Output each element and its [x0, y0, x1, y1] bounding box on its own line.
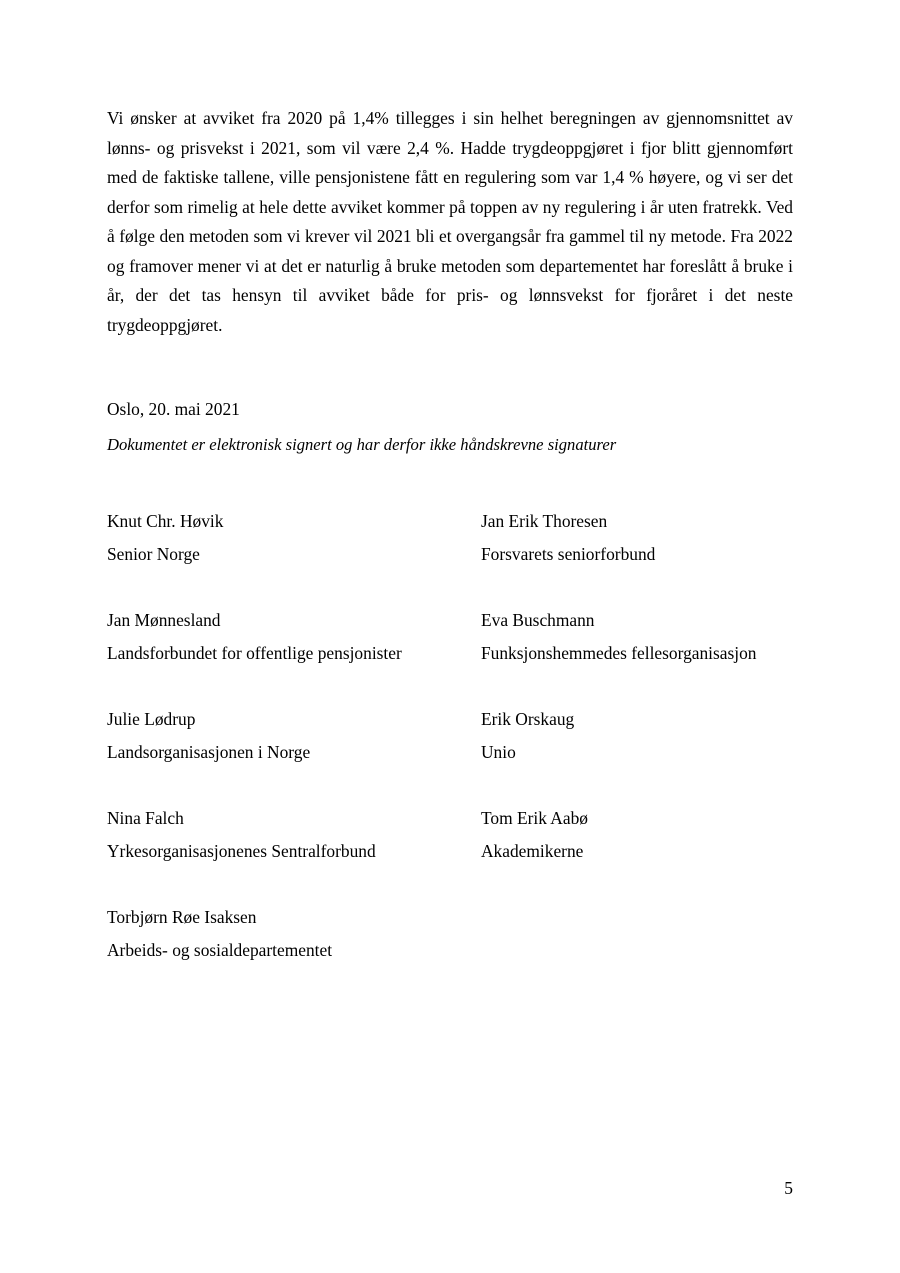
electronic-signature-note: Dokumentet er elektronisk signert og har derfor ikke håndskrevne signaturer [107, 434, 617, 454]
signatory-organization: Funksjonshemmedes fellesorganisasjon [481, 643, 757, 663]
signatory-name: Jan Mønnesland [107, 610, 221, 630]
body-paragraph: Vi ønsker at avviket fra 2020 på 1,4% tillegges i sin helhet beregningen av gjennomsnittet av lønns- og prisvekst i 2021, som vil være 2,4 %. Hadde trygdeoppgjøret i fjor blitt gjennomført med de faktiske tallene, ville pensjonistene fått en regulering som var 1,4 % høyere, og vi ser det derfor som rimelig at hele dette avviket kommer på toppen av ny regulering i år uten fratrekk. Ved å følge den metoden som vi krever vil 2021 bli et overgangsår fra gammel til ny metode. Fra 2022 og framover mener vi at det er naturlig å bruke metoden som departementet har foreslått å bruke i år, der det tas hensyn til avviket både for pris- og lønnsvekst for fjoråret i det neste trygdeoppgjøret. [107, 108, 793, 335]
signatory-organization: Landsforbundet for offentlige pensjonister [107, 643, 402, 663]
signatory-block [107, 505, 481, 604]
signatory-name: Julie Lødrup [107, 709, 196, 729]
page-number: 5 [784, 1178, 793, 1198]
signatories-table [107, 505, 793, 967]
signatory-block [107, 802, 481, 901]
place-and-date: Oslo, 20. mai 2021 [107, 399, 240, 419]
signatory-block [481, 604, 793, 703]
signatory-row [107, 802, 793, 901]
signatory-block [481, 802, 793, 901]
signatory-row [107, 505, 793, 604]
signatory-cell-left [107, 604, 481, 703]
signatory-organization: Forsvarets seniorforbund [481, 544, 656, 564]
signatory-block [107, 901, 481, 967]
signatory-row [107, 604, 793, 703]
signatory-organization: Landsorganisasjonen i Norge [107, 742, 311, 762]
signatory-organization: Yrkesorganisasjonenes Sentralforbund [107, 841, 376, 861]
signatory-organization: Arbeids- og sosialdepartementet [107, 940, 333, 960]
signatory-block [107, 604, 481, 703]
signatory-cell-left [107, 802, 481, 901]
signatory-cell-left [107, 901, 481, 967]
document-body [107, 104, 793, 967]
signatory-cell-left [107, 703, 481, 802]
signatory-organization: Unio [481, 742, 516, 762]
signatory-row [107, 703, 793, 802]
signatory-cell-right [481, 901, 793, 967]
signatory-block [107, 703, 481, 802]
signatory-cell-right [481, 505, 793, 604]
signatory-block [481, 703, 793, 802]
signatory-organization: Akademikerne [481, 841, 584, 861]
signatory-cell-left [107, 505, 481, 604]
signatory-cell-right [481, 703, 793, 802]
signatory-name: Erik Orskaug [481, 709, 575, 729]
signatory-name: Torbjørn Røe Isaksen [107, 907, 257, 927]
signatory-row [107, 901, 793, 967]
signatory-name: Eva Buschmann [481, 610, 595, 630]
signatory-name: Tom Erik Aabø [481, 808, 588, 828]
signatory-name: Jan Erik Thoresen [481, 511, 608, 531]
signatory-name: Knut Chr. Høvik [107, 511, 224, 531]
signatory-name: Nina Falch [107, 808, 184, 828]
signatory-organization: Senior Norge [107, 544, 200, 564]
signatory-block [481, 505, 793, 604]
signatory-cell-right [481, 604, 793, 703]
signatory-cell-right [481, 802, 793, 901]
